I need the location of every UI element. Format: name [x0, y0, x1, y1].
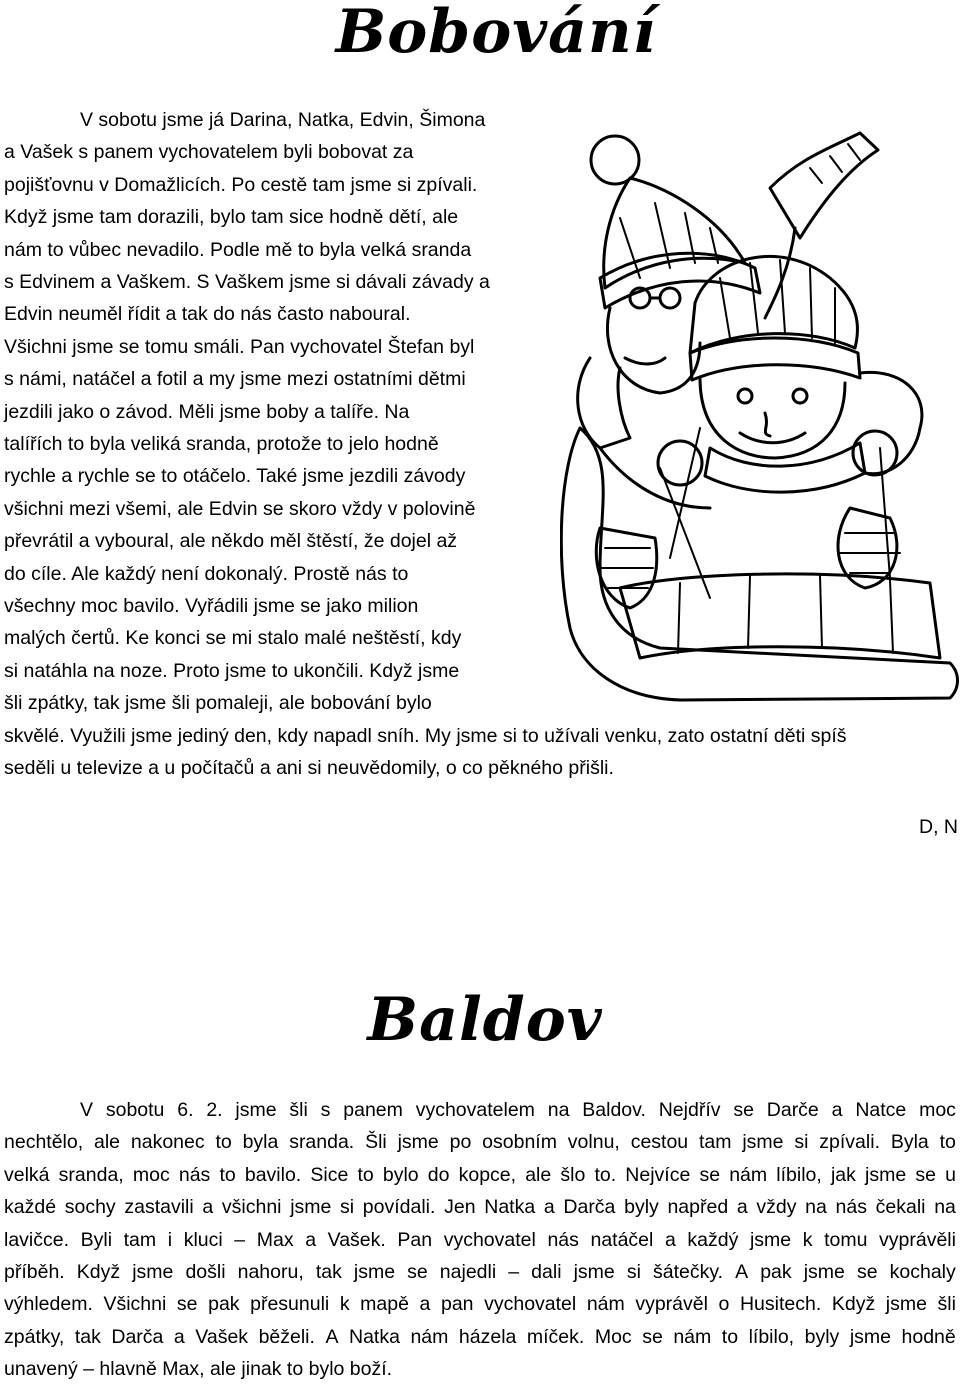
text-line: V sobotu jsme já Darina, Natka, Edvin, Šimona: [80, 109, 486, 131]
text-line: rychle a rychle se to otáčelo. Také jsme jezdili závody: [4, 465, 466, 488]
text-line: jezdili jako o závod. Měli jsme boby a talíře. Na: [4, 400, 410, 423]
text-line: unavený – hlavně Max, ale jinak to bylo boží.: [4, 1358, 393, 1381]
text-line: šli zpátky, tak jsme šli pomaleji, ale bobování bylo: [4, 692, 432, 715]
text-line: Když jsme tam dorazili, bylo tam sice hodně dětí, ale: [4, 206, 459, 229]
text-line: všechny moc bavilo. Vyřádili jsme se jako milion: [4, 595, 419, 617]
text-line: příběh. Když jsme došli nahoru, tak jsme se najedli – dali jsme si šátečky. A pak jsme se kochaly: [4, 1261, 956, 1283]
article-signature: D, N: [919, 816, 958, 838]
text-line: do cíle. Ale každý není dokonalý. Prostě nás to: [4, 562, 409, 585]
text-line: všichni mezi všemi, ale Edvin se skoro vždy v polovině: [4, 497, 476, 520]
text-line: velká sranda, moc nás to bavilo. Sice to bylo do kopce, ale šlo to. Nejvíce se nám líbilo, jak jsme se u: [4, 1163, 956, 1186]
article-title-baldov: Baldov: [367, 985, 603, 1055]
text-line: každé sochy zastavili a všichni jsme si povídali. Jen Natka a Darča byly napřed a vždy na nás čekali na: [4, 1196, 956, 1219]
text-line: skvělé. Využili jsme jediný den, kdy napadl sníh. My jsme si to užívali venku, zato ostatní děti spíš: [4, 724, 847, 747]
text-line: a Vašek s panem vychovatelem byli bobovat za: [4, 141, 414, 164]
text-line: si natáhla na noze. Proto jsme to ukončili. Když jsme: [4, 659, 460, 682]
text-line: výhledem. Všichni se pak přesunuli k mapě a pan vychovatel nám vyprávěl o Husitech. Když jsme šli: [4, 1293, 956, 1316]
text-line: s Edvinem a Vaškem. S Vaškem jsme si dávali závady a: [4, 271, 490, 293]
text-line: zpátky, tak Darča a Vašek běželi. A Natka nám házela míček. Moc se nám to líbilo, byly jsme hodně: [4, 1325, 956, 1348]
text-line: malých čertů. Ke konci se mi stalo malé neštěstí, kdy: [4, 627, 462, 650]
text-line: nám to vůbec nevadilo. Podle mě to byla velká sranda: [4, 238, 472, 261]
article-title-bobovani: Bobování: [335, 0, 657, 67]
text-line: talířích to byla veliká sranda, protože to jelo hodně: [4, 433, 439, 455]
text-line: převrátil a vyboural, ale někdo měl štěstí, že dojel až: [4, 530, 458, 553]
sled-shape: [561, 428, 957, 700]
text-line: Edvin neuměl řídit a tak do nás často naboural.: [4, 303, 411, 326]
text-line: seděli u televize a u počítačů a ani si neuvědomily, o co pěkného přišli.: [4, 757, 614, 779]
text-line: s námi, natáčel a fotil a my jsme mezi ostatními dětmi: [4, 368, 466, 391]
pompom-shape: [591, 136, 639, 184]
text-line: pojišťovnu v Domažlicích. Po cestě tam jsme si zpívali.: [4, 173, 478, 196]
text-line: nechtělo, ale nakonec to byla sranda. Šli jsme po osobním volnu, cestou tam jsme si zpívali. Byla to: [4, 1131, 956, 1154]
text-line: V sobotu 6. 2. jsme šli s panem vychovatelem na Baldov. Nejdřív se Darče a Natce moc: [80, 1099, 956, 1121]
scarf-shape: [770, 133, 878, 238]
text-line: Všichni jsme se tomu smáli. Pan vychovatel Štefan byl: [4, 335, 475, 358]
sledding-children-illustration: [560, 128, 960, 706]
text-line: lavičce. Byli tam i kluci – Max a Vašek. Pan vychovatel nás natáčel a každý jsme k tomu vyprávěli: [4, 1228, 956, 1251]
